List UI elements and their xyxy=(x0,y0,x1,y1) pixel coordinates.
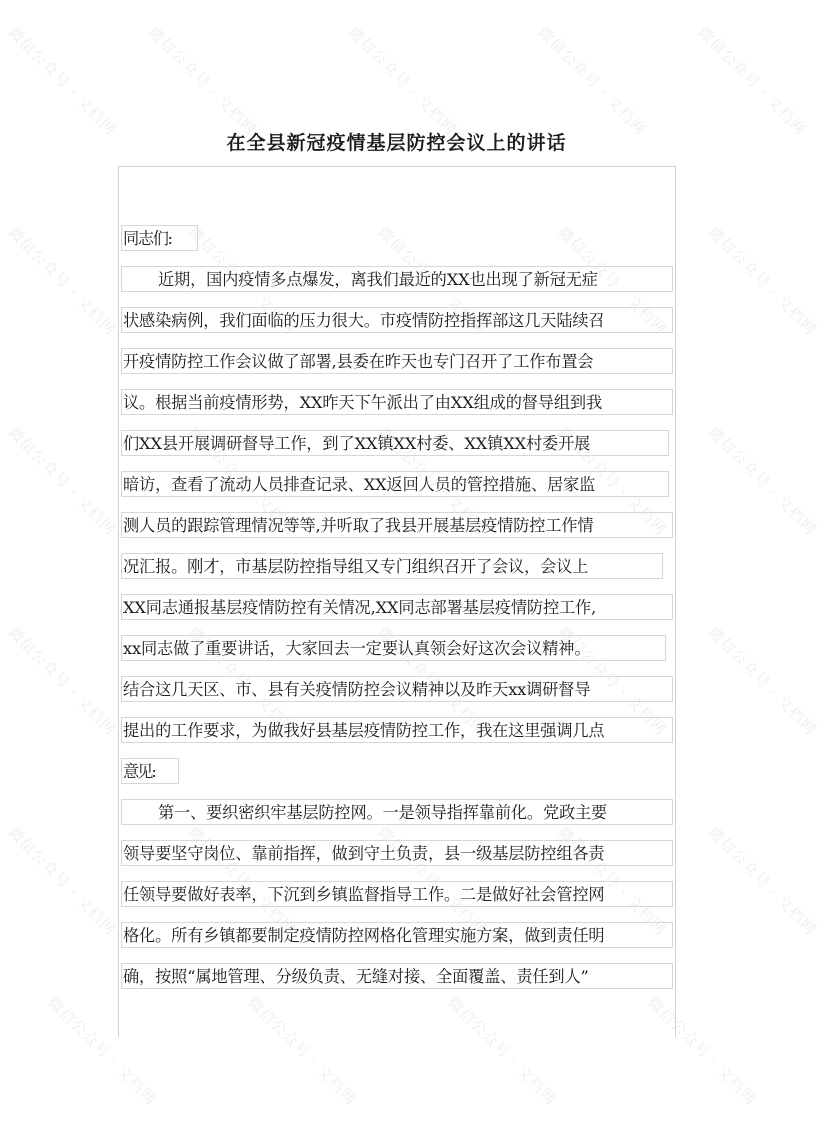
watermark: 微信公众号 · 文档网 xyxy=(704,623,821,739)
watermark: 微信公众号 · 文档网 xyxy=(374,823,491,939)
watermark: 微信公众号 · 文档网 xyxy=(44,993,161,1109)
watermark: 微信公众号 · 文档网 xyxy=(4,223,121,339)
document-title: 在全县新冠疫情基层防控会议上的讲话 xyxy=(226,132,567,154)
paragraph-line: 测人员的跟踪管理情况等等,并听取了我县开展基层疫情防控工作情 xyxy=(121,512,673,538)
paragraph-line: 议。根据当前疫情形势，XX昨天下午派出了由XX组成的督导组到我 xyxy=(121,389,673,415)
watermark: 微信公众号 · 文档网 xyxy=(704,423,821,539)
watermark: 微信公众号 · 文档网 xyxy=(184,823,301,939)
watermark: 微信公众号 · 文档网 xyxy=(444,993,561,1109)
watermark: 微信公众号 · 文档网 xyxy=(554,423,671,539)
paragraph-line: 结合这几天区、市、县有关疫情防控会议精神以及昨天xx调研督导 xyxy=(121,676,673,702)
watermark: 微信公众号 · 文档网 xyxy=(554,223,671,339)
paragraph-line: 况汇报。刚才，市基层防控指导组又专门组织召开了会议，会议上 xyxy=(121,553,663,579)
watermark: 微信公众号 · 文档网 xyxy=(344,23,461,139)
paragraph-line: 们XX县开展调研督导工作，到了XX镇XX村委、XX镇XX村委开展 xyxy=(121,430,669,456)
paragraph-line: 近期，国内疫情多点爆发，离我们最近的XX也出现了新冠无症 xyxy=(121,266,673,292)
watermark: 微信公众号 · 文档网 xyxy=(4,823,121,939)
watermark: 微信公众号 · 文档网 xyxy=(4,423,121,539)
watermark: 微信公众号 · 文档网 xyxy=(184,623,301,739)
watermark: 微信公众号 · 文档网 xyxy=(374,423,491,539)
watermark: 微信公众号 · 文档网 xyxy=(554,823,671,939)
paragraph-line: 暗访，查看了流动人员排查记录、XX返回人员的管控措施、居家监 xyxy=(121,471,669,497)
paragraph-line: 第一、要织密织牢基层防控网。一是领导指挥靠前化。党政主要 xyxy=(121,799,673,825)
paragraph-line: 任领导要做好表率，下沉到乡镇监督指导工作。二是做好社会管控网 xyxy=(121,881,673,907)
watermark: 微信公众号 · 文档网 xyxy=(184,223,301,339)
paragraph-line: 状感染病例，我们面临的压力很大。市疫情防控指挥部这几天陆续召 xyxy=(121,307,673,333)
paragraph-line: XX同志通报基层疫情防控有关情况,XX同志部署基层疫情防控工作, xyxy=(121,594,673,620)
watermark: 微信公众号 · 文档网 xyxy=(704,823,821,939)
paragraph-line: 确，按照“属地管理、分级负责、无缝对接、全面覆盖、责任到人” xyxy=(121,963,673,989)
watermark: 微信公众号 · 文档网 xyxy=(694,23,811,139)
paragraph-line: 开疫情防控工作会议做了部署,县委在昨天也专门召开了工作布置会 xyxy=(121,348,673,374)
watermark: 微信公众号 · 文档网 xyxy=(184,423,301,539)
watermark: 微信公众号 · 文档网 xyxy=(644,993,761,1109)
watermark: 微信公众号 · 文档网 xyxy=(4,623,121,739)
watermark: 微信公众号 · 文档网 xyxy=(244,993,361,1109)
paragraph-line: 提出的工作要求，为做我好县基层疫情防控工作，我在这里强调几点 xyxy=(121,717,673,743)
paragraph-line: 格化。所有乡镇都要制定疫情防控网格化管理实施方案，做到责任明 xyxy=(121,922,673,948)
paragraph-line: 领导要坚守岗位、靠前指挥，做到守土负责，县一级基层防控组各责 xyxy=(121,840,673,866)
watermark: 微信公众号 · 文档网 xyxy=(374,223,491,339)
paragraph-line: xx同志做了重要讲话，大家回去一定要认真领会好这次会议精神。 xyxy=(121,635,666,661)
watermark: 微信公众号 · 文档网 xyxy=(144,23,261,139)
watermark: 微信公众号 · 文档网 xyxy=(704,223,821,339)
paragraph-line: 意见: xyxy=(121,758,179,784)
watermark: 微信公众号 · 文档网 xyxy=(534,23,651,139)
watermark: 微信公众号 · 文档网 xyxy=(374,623,491,739)
salutation-line: 同志们: xyxy=(121,225,198,251)
watermark: 微信公众号 · 文档网 xyxy=(4,23,121,139)
watermark: 微信公众号 · 文档网 xyxy=(554,623,671,739)
